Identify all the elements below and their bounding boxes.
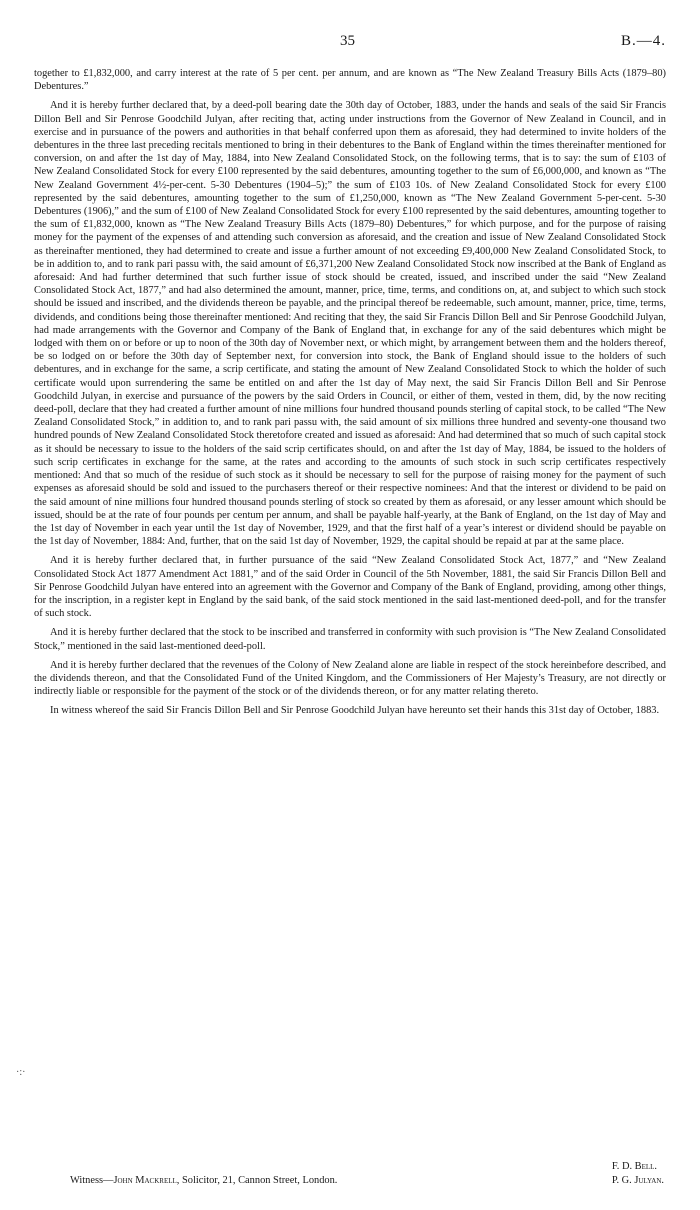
- page-number: 35: [340, 33, 355, 49]
- witness-name: John Mackrell: [113, 1175, 177, 1186]
- paragraph-3: And it is hereby further declared that, in further pursuance of the said “New Zealand Consolidated Stock Act, 1877,” and “New Zealand Consolidated Stock Act 1877 Amendment Act 1881,” and of the said Order in Council of the 5th November, 1881, the said Sir Francis Dillon Bell and Sir Penrose Goodchild Julyan have entered into an agreement with the Governor and Company of the Bank of England, providing, among other things, for the inscription, in a register kept in England by the said bank, of the said stock mentioned in the said last-mentioned deed-poll, and for the transfer of such stock.: [34, 555, 666, 620]
- paragraph-1: together to £1,832,000, and carry interest at the rate of 5 per cent. per annum, and are known as “The New Zealand Treasury Bills Acts (1879–80) Debentures.”: [34, 68, 666, 93]
- document-body: [34, 67, 666, 724]
- paragraph-2: And it is hereby further declared that, by a deed-poll bearing date the 30th day of October, 1883, under the hands and seals of the said Sir Francis Dillon Bell and Sir Penrose Goodchild Julyan, after reciting that, acting under instructions from the Governor of New Zealand in Council, and in exercise and in pursuance of the powers and authorities in that behalf conferred upon them as aforesaid, they had determined to invite holders of the debentures in the three last preceding recitals mentioned to bring in their debentures to the Bank of England within the times thereinafter mentioned for conversion, on and after the 1st day of May, 1884, into New Zealand Consolidated Stock, on the following terms, that is to say: the sum of £103 of New Zealand Consolidated Stock for every £100 represented by the said debentures, amounting together to the sum of £6,000,000, and known as “The New Zealand Government 4½-per-cent. 5-30 Debentures (1904–5);” the sum of £103 10s. of New Zealand Consolidated Stock for every £100 represented by the said debentures, amounting together to the sum of £1,250,000, known as “The New Zealand Government 5-per-cent. 5-30 Debentures (1906),” and the sum of £100 of New Zealand Consolidated Stock for every £100 represented by the said debentures, amounting together to the sum of £1,832,000, known as “The New Zealand Treasury Bills Acts (1879–80) Debentures,” for which purpose, and for the purpose of raising money for the payment of the expenses of and attending such conversion as aforesaid, and the creation and issue of New Zealand Consolidated Stock as thereinafter mentioned, they had determined to create and issue a further amount of not exceeding £9,400,000 New Zealand Consolidated Stock, to be in addition to, and to rank pari passu with, the said amount of £6,371,200 New Zealand Consolidated Stock now inscribed at the Bank of England as aforesaid: And had further determined that such further issue of stock should be created, issued, and inscribed under the said “New Zealand Consolidated Stock Act, 1877,” and had also determined the amount, manner, price, time, terms, and conditions on, at, and subject to which such stock should be issued and inscribed, and the dividends thereon be payable, and the principal thereof be redeemable, such amount, manner, price, time, terms, dividends, and conditions being those thereinafter mentioned: And reciting that they, the said Sir Francis Dillon Bell and Sir Penrose Goodchild Julyan, had made arrangements with the Governor and Company of the Bank of England that, in exchange for any of the said debentures which might be lodged with them on or before or up to noon of the 30th day of November next, or which might, by arrangement between them and the holders thereof, be so lodged on or before the 30th day of September next, for conversion into stock, the Bank of England should issue to the holders of such debentures, and in exchange for the same, a scrip certificate, and stating the amount of New Zealand Consolidated Stock to which the holder of such certificate would upon surrendering the same be entitled on and after the 1st day of May next, the said Sir Francis Dillon Bell and Sir Penrose Goodchild Julyan, in exercise and pursuance of the powers by the said Orders in Council, or either of them, vested in them, did, by the now reciting deed-poll, declare that they had created a further amount of nine millions four hundred thousand pounds sterling of capital stock, to be called “The New Zealand Consolidated Stock,” in addition to, and to rank pari passu with, the said amount of six millions three hundred and seventy-one thousand two hundred pounds of New Zealand Consolidated Stock theretofore created and issued as aforesaid: And had determined that so much of such capital stock as it should be necessary to issue to the holders of the said scrip certificates should, on and after the 1st day of May, 1884, be issued to the holders of such scrip certificates in exchange for the same, at the rates and according to the amounts of such stock in such scrip certificates respectively mentioned: And that so much of the residue of such stock as it should be necessary to sell for the purpose of raising money for the payment of such expenses as aforesaid should be sold and issued to the purchasers thereof or their respective nominees: And that the interest or dividend to be paid on the said amount of nine millions four hundred thousand pounds sterling of stock so created by them as aforesaid, or any lesser amount which should be issued, should be at the rate of four pounds per centum per annum, and shall be payable half-yearly, at the Bank of England, on the 1st day of May and the 1st day of November in each year until the 1st day of November, 1929, and that the first half of a year’s interest or dividend should be payable on the 1st day of November, 1884: And, further, that on the said 1st day of November, 1929, the capital should be repaid at par at the same place.: [34, 100, 666, 548]
- witness-prefix: Witness—: [70, 1175, 114, 1186]
- margin-mark: ·:·: [16, 1067, 26, 1078]
- signature-block: [612, 1160, 664, 1187]
- paragraph-6: In witness whereof the said Sir Francis Dillon Bell and Sir Penrose Goodchild Julyan have hereunto set their hands this 31st day of October, 1883.: [50, 705, 660, 717]
- signature-julyan: P. G. Julyan.: [611, 1174, 664, 1186]
- signature-bell: F. D. Bell.: [611, 1161, 658, 1172]
- witness-details: , Solicitor, 21, Cannon Street, London.: [176, 1175, 338, 1186]
- paragraph-4: And it is hereby further declared that the stock to be inscribed and transferred in conformity with such provision is “The New Zealand Consolidated Stock,” mentioned in the said last-mentioned deed-poll.: [34, 627, 666, 652]
- paragraph-5: And it is hereby further declared that the revenues of the Colony of New Zealand alone are liable in respect of the stock hereinbefore described, and the dividends thereon, and that the Consolidated Fund of the United Kingdom, and the Commissioners of Her Majesty’s Treasury, are not directly or indirectly liable or responsible for the payment of the stock or of the dividends thereon, or for any matter relating thereto.: [34, 659, 666, 698]
- witness-line: [70, 1174, 337, 1188]
- document-reference: B.—4.: [620, 33, 666, 49]
- page-header: [34, 33, 666, 53]
